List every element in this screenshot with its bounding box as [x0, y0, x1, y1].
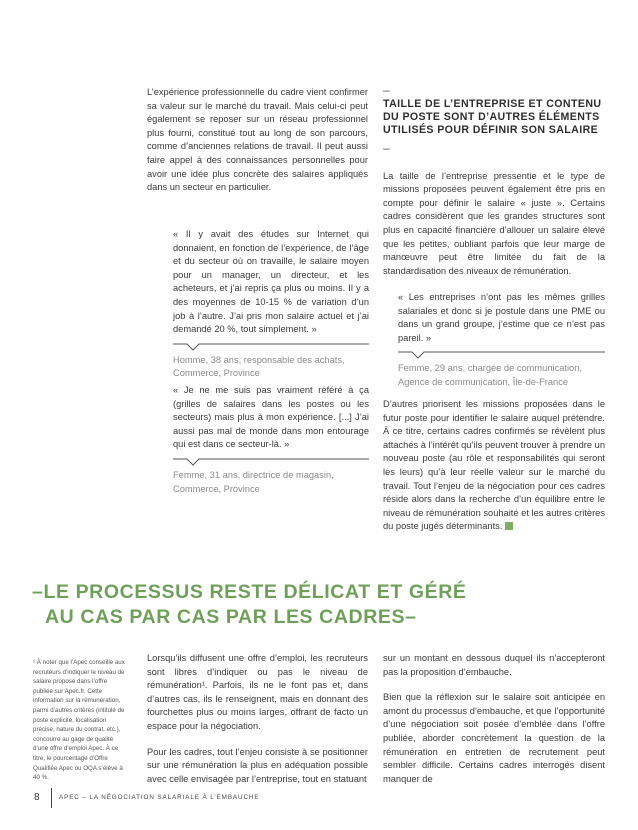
bottom-col-b [383, 652, 605, 786]
quote-2-tick-icon [173, 455, 369, 467]
heading-dash-top: – [383, 83, 390, 97]
col2-paragraph-1: La taille de l’entreprise pressentie et le type de missions proposées peuvent également être pris en compte pour définir le salaire « juste ». Certains cadres considèrent que les grandes structures sont plus en capacité financière d’allouer un salaire élevé que les petites, oubliant parfois que leur marge de manœuvre peut être limitée du fait de la standardisation des niveaux de rémunération. [383, 170, 605, 276]
quote-block-1 [173, 228, 369, 381]
banner-heading [32, 580, 612, 630]
quote-3-attribution: Femme, 29 ans, chargée de communication, Agence de communication, Île-de-France [398, 363, 582, 387]
quote-block-2 [173, 384, 369, 496]
quote-2-attribution: Femme, 31 ans, directrice de magasin, Commerce, Province [173, 469, 334, 494]
end-square-icon [505, 522, 513, 530]
col2-paragraph-2: D’autres priorisent les missions proposées dans le futur poste pour identifier le salaire auquel prétendre. À ce titre, certains cadres confirmés se révèlent plus attachés à l’intérêt qu’ils peuvent trouver à prendre un nouveau poste (au rôle et responsabilités qui seront les leurs) qu’à leur réelle valeur sur le marché du travail. Tout l’enjeu de la négociation pour ces cadres réside alors dans la recherche d’un équilibre entre le niveau de rémunération souhaité et les autres critères du poste jugés déterminants. [383, 399, 605, 532]
footnote-text: ¹ À noter que l’Apec conseille aux recruteurs d’indiquer le niveau de salaire proposé dans l’offre publiée sur Apec.fr. Cette information sur la rémunération, parmi d’autres critères (intitulé de poste explicite, localisation précise, nature du contrat, etc.), concourre au gage de qualité d’une offre d’emploi Apec. À ce titre, le pourcentage d’Offre Qualifiée Apec ou OQA s’élève à 40 %. [33, 659, 125, 782]
bottom-col-a [147, 652, 368, 786]
intro-paragraph: L’expérience professionnelle du cadre vient confirmer sa valeur sur le marché du travail. Mais celui-ci peut également se reposer sur un réseau professionnel plus fourni, constitué tout au long de son parcours, comme d’anciennes relations de travail. Il peut aussi faire appel à des connaissances personnelles pour avoir une idée plus concrète des salaires appliqués dans un secteur en particulier. [147, 87, 368, 193]
col2-paragraph-2-wrap [383, 398, 605, 534]
quote-1-attribution: Homme, 38 ans, responsable des achats, Commerce, Province [173, 354, 345, 379]
quote-1-text: « Il y avait des études sur Internet qui donnaient, en fonction de l’expérience, de l’âge et du secteur où on travaille, le salaire moyen pour un manager, un directeur, et les acheteurs, et j’ai repris ça plus ou moins. Il y a des moyennes de 10-15 % de variation d’un job à l’autre. J’ai pris mon salaire actuel et j’ai demandé 20 %, tout simplement. » [173, 229, 369, 335]
bottom-col-b-p2: Bien que la réflexion sur le salaire soit anticipée en amont du processus d’embauche, et que l’opportunité d’une négociation soit posée d’emblée dans l’offre publiée, aborder concrètement la question de la rémunération en entretien de recrutement peut sembler difficile. Certains cadres interrogés disent manquer de [383, 692, 605, 784]
quote-2-text: « Je ne me suis pas vraiment référé à ça (grilles de salaires dans les postes ou les secteurs) mais plus à mon expérience. [...] J’ai aussi pas mal de monde dans mon entourage qui est dans ce secteur-là. » [173, 385, 369, 450]
running-title: APEC – LA NÉGOCIATION SALARIALE À L’EMBAUCHE [59, 794, 260, 801]
page-number: 8 [34, 792, 40, 803]
banner-line-1: –LE PROCESSUS RESTE DÉLICAT ET GÉRÉ [32, 581, 467, 603]
bottom-col-b-p1: sur un montant en dessous duquel ils n’accepteront pas la proposition d’embauche. [383, 653, 605, 677]
quote-block-3 [398, 291, 605, 390]
bottom-col-a-p2: Pour les cadres, tout l’enjeu consiste à se positionner sur une rémunération la plus en adéquation possible avec celle envisagée par l’entreprise, tout en statuant [147, 746, 368, 784]
quote-3-tick-icon [398, 348, 605, 360]
banner-line-2: AU CAS PAR CAS PAR LES CADRES– [45, 606, 417, 628]
heading-dash-bottom: – [383, 140, 390, 155]
page-footer [34, 788, 594, 808]
col1-intro [147, 86, 368, 195]
bottom-col-a-p1: Lorsqu’ils diffusent une offre d’emploi, les recruteurs sont libres d’indiquer ou pas le niveau de rémunération¹. Parfois, ils ne le font pas et, dans d’autres cas, ils le renseignent, mais en donnant des fourchettes plus ou moins larges, offrant de facto un espace pour la négociation. [147, 653, 368, 731]
footer-divider [51, 788, 52, 808]
footnote [33, 658, 128, 783]
quote-1-tick-icon [173, 340, 369, 352]
quote-3-text: « Les entreprises n’ont pas les mêmes grilles salariales et donc si je postule dans une PME ou dans un grand groupe, j’estime que ce n’est pas pareil. » [398, 292, 605, 343]
section-heading: TAILLE DE L’ENTREPRISE ET CONTENU DU POSTE SONT D’AUTRES ÉLÉMENTS UTILISÉS POUR DÉFINIR SON SALAIRE [383, 98, 602, 137]
col2 [383, 84, 605, 278]
